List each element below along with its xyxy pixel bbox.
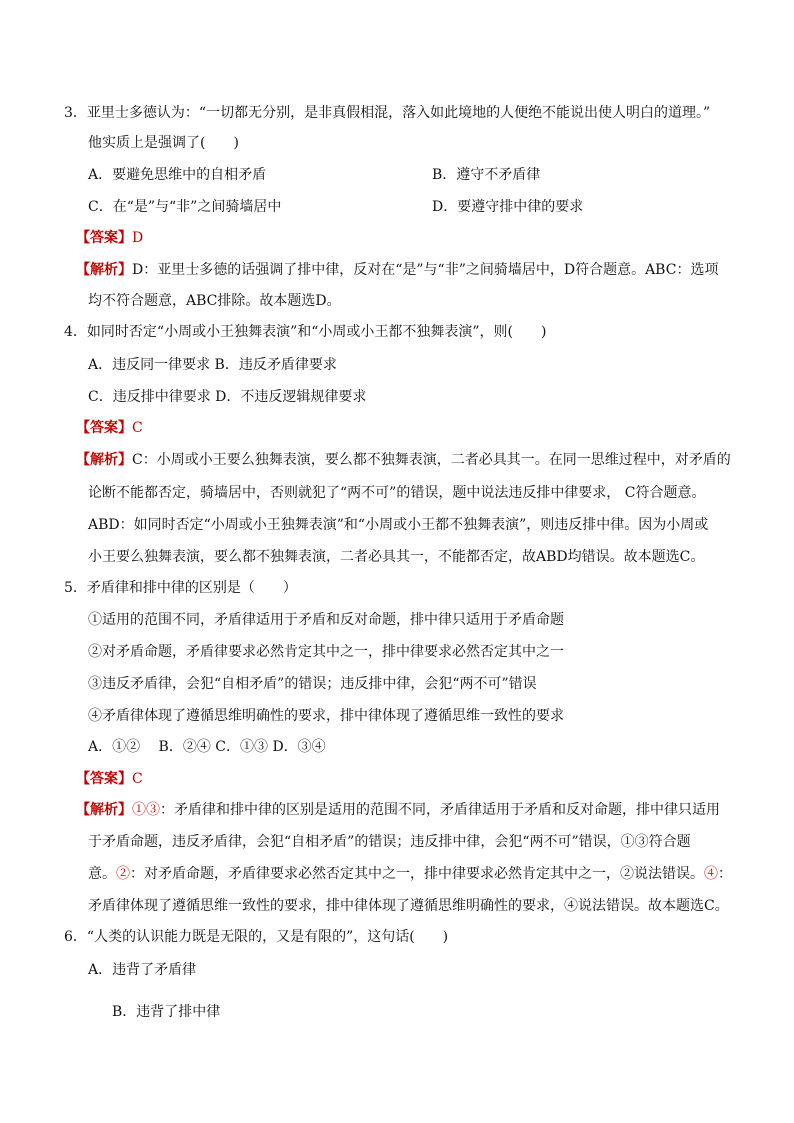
- q3-options-row2: [88, 197, 688, 217]
- q3-analysis-line1: 【解析】D：亚里士多德的话强调了排中律，反对在“是”与“非”之间骑墙居中，D符合题意。ABC：选项: [76, 262, 719, 278]
- q5-options: A．①② B．②④ C．①③ D．③④: [88, 739, 326, 755]
- answer-label: 【答案】: [76, 230, 132, 246]
- q4-analysis-line1: 【解析】C：小周或小王要么独舞表演，要么都不独舞表演，二者必具其一。在同一思维过程中，对矛盾的: [76, 452, 731, 468]
- answer-value: C: [132, 420, 143, 436]
- answer-label: 【答案】: [76, 420, 132, 436]
- q5-analysis-line1: 【解析】①③：矛盾律和排中律的区别是适用的范围不同，矛盾律适用于矛盾和反对命题，排中律只适用: [76, 802, 720, 818]
- q4-options-line1: A．违反同一律要求 B．违反矛盾律要求: [88, 357, 337, 373]
- q5-analysis-line4: 矛盾律体现了遵循思维一致性的要求，排中律体现了遵循思维明确性的要求，④说法错误。故本题选C。: [88, 898, 729, 914]
- q4-analysis-line4: 小王要么独舞表演，要么都不独舞表演，二者必具其一，不能都否定，故ABD均错误。故本题选C。: [88, 549, 705, 565]
- answer-value: C: [132, 771, 143, 787]
- q5-analysis-line2: 于矛盾命题，违反矛盾律，会犯“自相矛盾”的错误；违反排中律，会犯“两不可”错误，①③符合题: [88, 834, 691, 850]
- q5-answer: [76, 769, 143, 789]
- analysis-label: 【解析】: [76, 802, 132, 818]
- q5-item-3: ③违反矛盾律，会犯“自相矛盾”的错误；违反排中律，会犯“两不可”错误: [88, 676, 537, 692]
- analysis-label: 【解析】: [76, 452, 132, 468]
- q4-answer: [76, 418, 143, 438]
- q6-option-a: A．违背了矛盾律: [88, 962, 197, 978]
- q5-stem: 5．矛盾律和排中律的区别是（ ）: [64, 580, 297, 596]
- q3-options-row1: [88, 165, 688, 185]
- q4-analysis-line2: 论断不能都否定，骑墙居中，否则就犯了“两不可”的错误，题中说法违反排中律要求， C符合题意。: [88, 485, 706, 501]
- q3-option-c: C．在“是”与“非”之间骑墙居中: [88, 199, 282, 215]
- q4-stem: 4．如同时否定“小周或小王独舞表演”和“小周或小王都不独舞表演”，则( ): [64, 324, 547, 340]
- answer-label: 【答案】: [76, 771, 132, 787]
- q6-option-b: B．违背了排中律: [112, 1004, 221, 1020]
- q5-item-1: ①适用的范围不同，矛盾律适用于矛盾和反对命题，排中律只适用于矛盾命题: [88, 612, 564, 628]
- answer-value: D: [132, 230, 144, 246]
- q3-analysis-line2: 均不符合题意，ABC排除。故本题选D。: [88, 293, 341, 309]
- q5-item-4: ④矛盾律体现了遵循思维明确性的要求，排中律体现了遵循思维一致性的要求: [88, 708, 564, 724]
- q3-stem-line2: 他实质上是强调了( ): [88, 135, 239, 151]
- q3-stem-line1: 3．亚里士多德认为：“一切都无分别，是非真假相混，落入如此境地的人便绝不能说出使人明白的道理。”: [64, 105, 711, 121]
- q6-stem: 6．“人类的认识能力既是无限的，又是有限的”，这句话( ): [64, 929, 449, 945]
- q3-option-a: A．要避免思维中的自相矛盾: [88, 167, 267, 183]
- analysis-label: 【解析】: [76, 262, 132, 278]
- q3-option-d: D．要遵守排中律的要求: [432, 199, 584, 215]
- q3-option-b: B．遵守不矛盾律: [432, 167, 541, 183]
- q4-options-line2: C．违反排中律要求 D．不违反逻辑规律要求: [88, 389, 367, 405]
- q5-analysis-line3: 意。②：对矛盾命题，矛盾律要求必然否定其中之一，排中律要求必然肯定其中之一，②说法错误。④：: [88, 866, 732, 882]
- q3-answer: [76, 228, 143, 248]
- q4-analysis-line3: ABD：如同时否定“小周或小王独舞表演”和“小周或小王都不独舞表演”，则违反排中律。因为小周或: [88, 517, 709, 533]
- q5-item-2: ②对矛盾命题，矛盾律要求必然肯定其中之一，排中律要求必然否定其中之一: [88, 644, 564, 660]
